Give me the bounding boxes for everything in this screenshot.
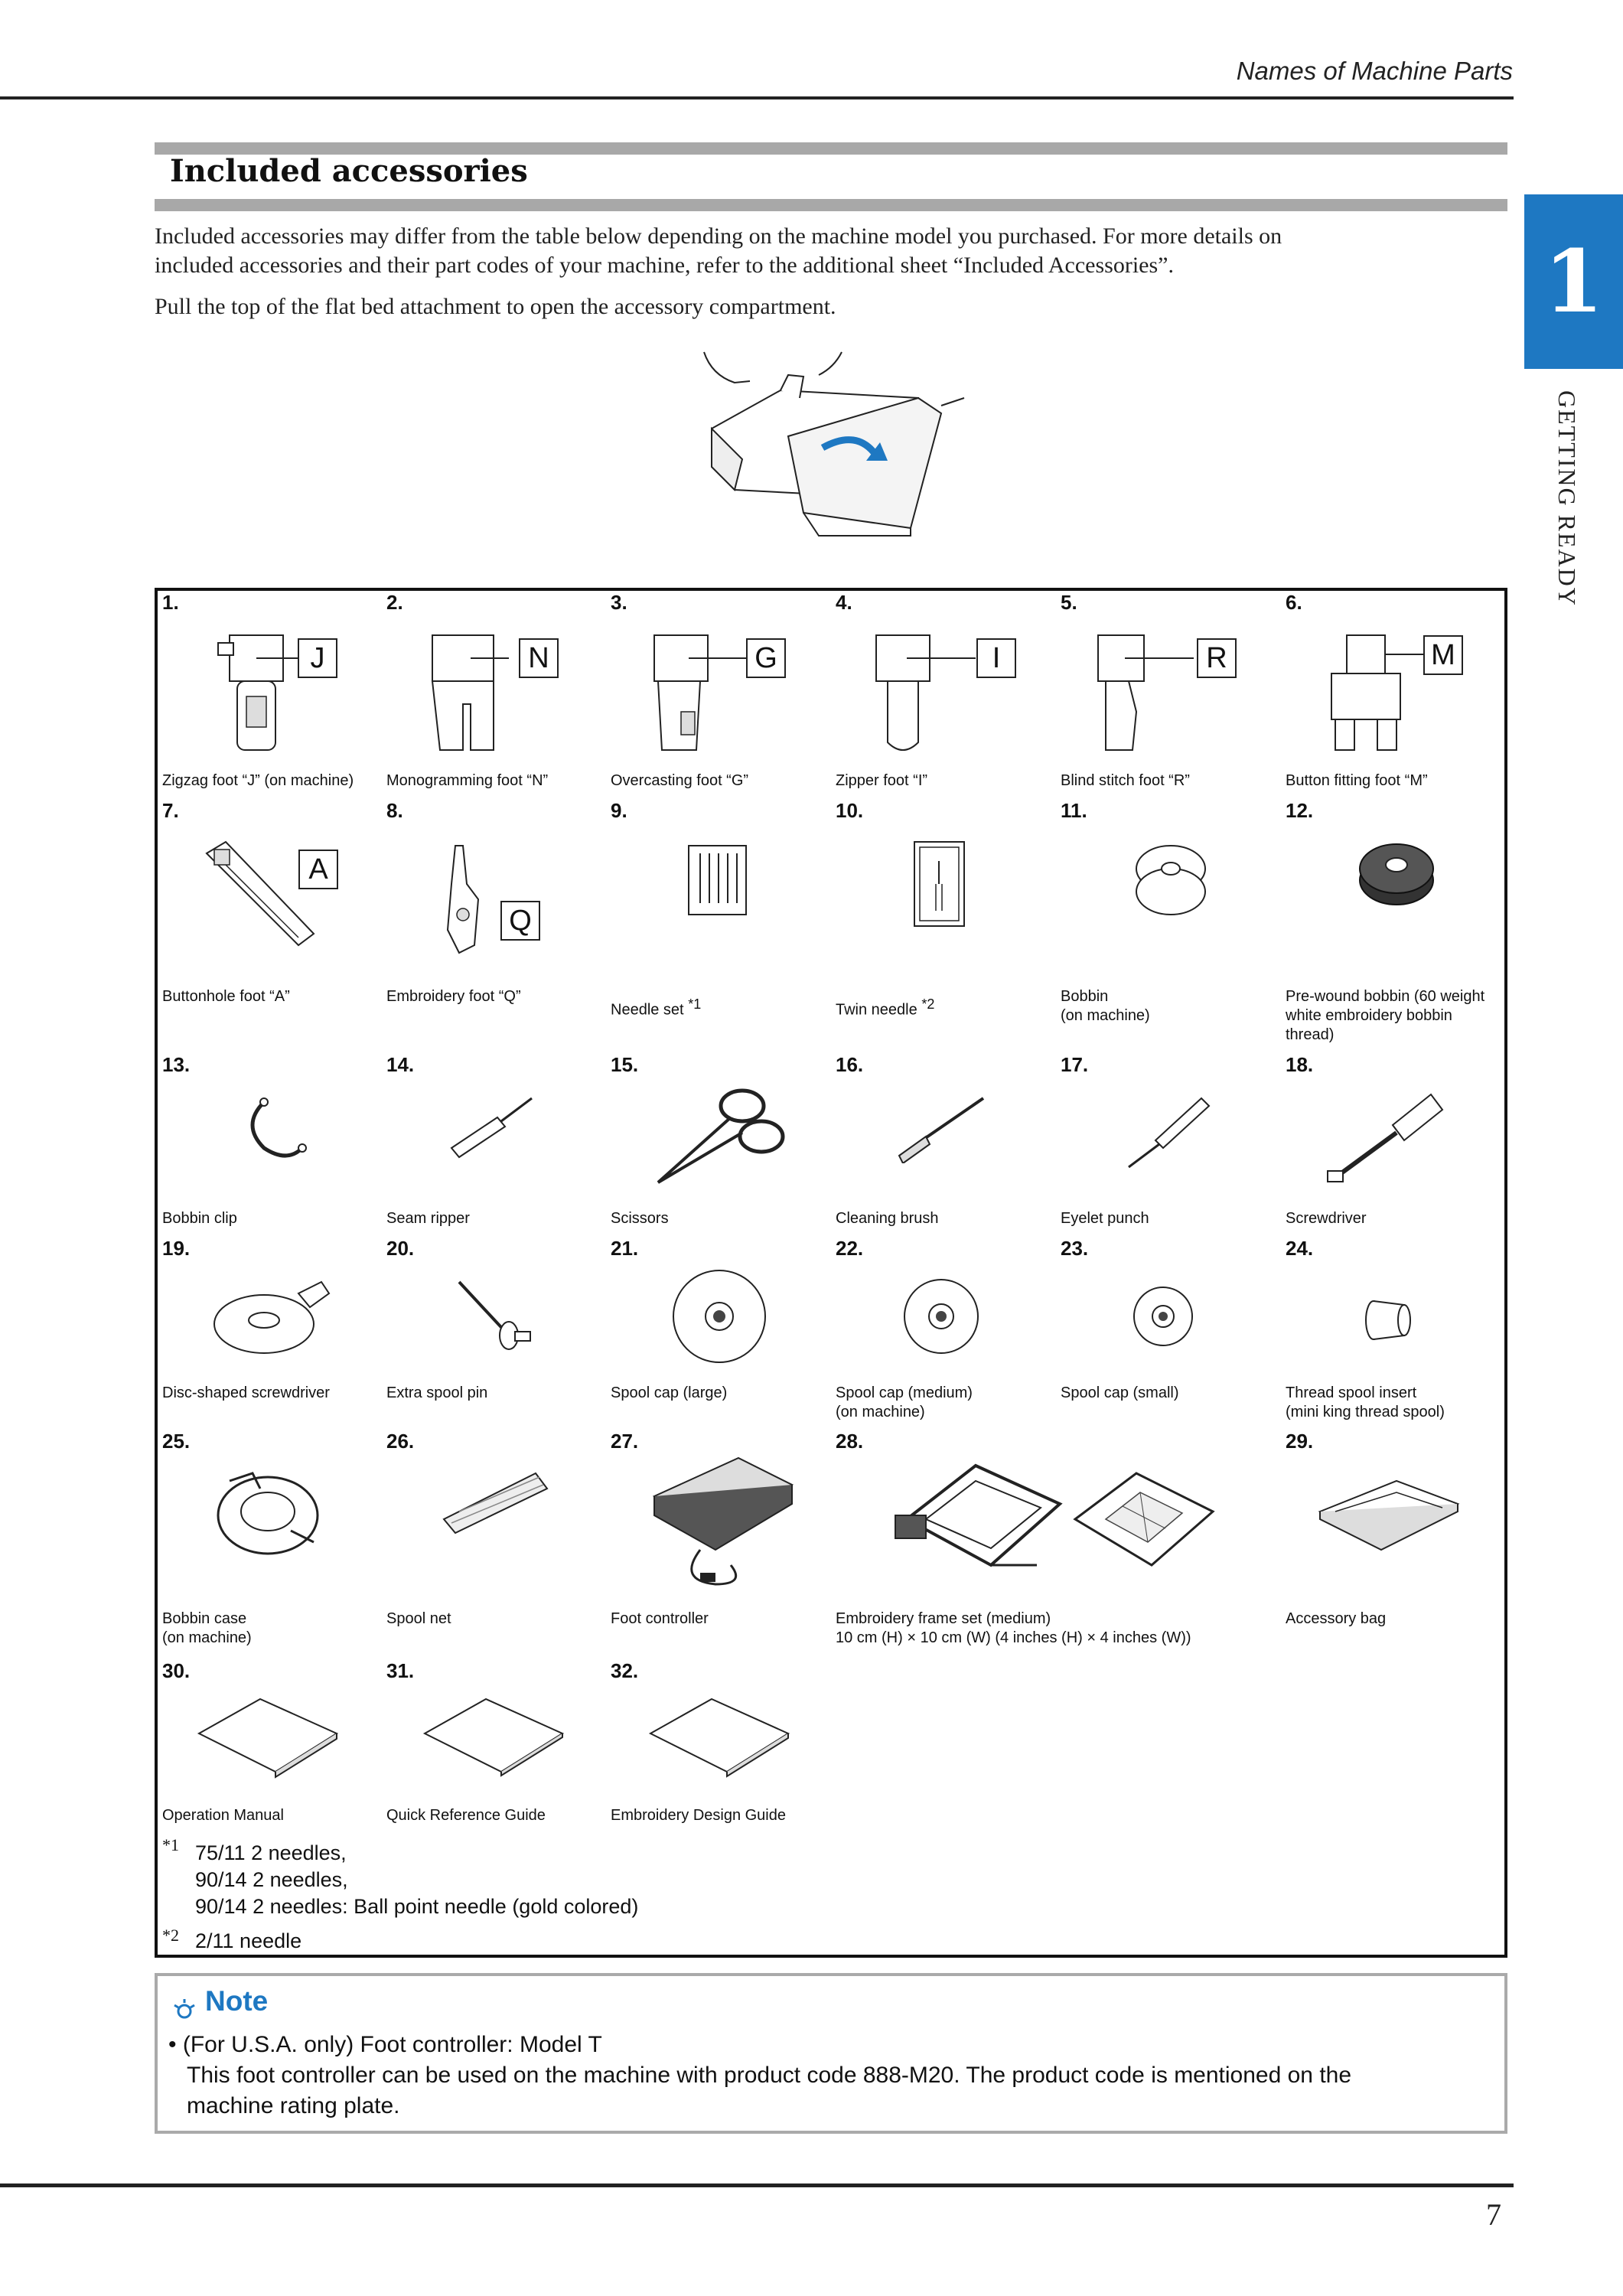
twin-needle-icon: [911, 838, 972, 930]
note-icon: [171, 1996, 197, 2022]
item-label: Embroidery foot “Q”: [386, 988, 521, 1005]
scissors-icon: [650, 1083, 788, 1190]
header-rule: [0, 96, 1514, 99]
item-number: 15.: [611, 1053, 639, 1076]
footnote-mark: *2: [162, 1926, 179, 1945]
item-label: Zigzag foot “J” (on machine): [162, 772, 354, 789]
item-label: Bobbin case (on machine): [162, 1610, 252, 1646]
item-number: 23.: [1061, 1237, 1089, 1260]
item-number: 11.: [1061, 799, 1087, 822]
embroidery-design-guide-icon: [643, 1691, 796, 1783]
item-label-text: Needle set: [611, 1001, 684, 1019]
item-number: 10.: [836, 799, 864, 822]
footnote-mark: *1: [162, 1835, 179, 1854]
disc-screwdriver-icon: [207, 1270, 337, 1362]
page-number: 7: [1486, 2197, 1501, 2232]
item-number: 31.: [386, 1659, 415, 1682]
pre-wound-bobbin-icon: [1351, 834, 1442, 918]
item-number: 17.: [1061, 1053, 1089, 1076]
item-label: [836, 995, 934, 1020]
item-number: 5.: [1061, 591, 1077, 614]
embroidery-frame-large-icon: [884, 1458, 1075, 1588]
spool-cap-large-icon: [666, 1267, 773, 1366]
footer-rule: [0, 2183, 1514, 2187]
seam-ripper-icon: [444, 1087, 543, 1163]
section-bar-bottom: [155, 199, 1507, 211]
foot-letter-label: Q: [500, 901, 540, 941]
item-label: Pre-wound bobbin (60 weight white embroidery bobbin thread): [1286, 988, 1485, 1043]
footnote-line: 2/11 needle: [195, 1929, 302, 1952]
item-number: 28.: [836, 1430, 864, 1453]
running-header: Names of Machine Parts: [1236, 57, 1513, 85]
spool-cap-small-icon: [1129, 1282, 1198, 1351]
note-line: This foot controller can be used on the machine with product code 888-M20. The product code is mentioned on the: [187, 2063, 1352, 2088]
item-number: 20.: [386, 1237, 415, 1260]
item-label: Blind stitch foot “R”: [1061, 772, 1190, 789]
accessories-table: [155, 588, 1507, 1958]
item-label-text: Twin needle: [836, 1001, 917, 1019]
item-number: 32.: [611, 1659, 639, 1682]
item-label: Eyelet punch: [1061, 1210, 1149, 1227]
item-label: Accessory bag: [1286, 1610, 1387, 1627]
item-label: Spool cap (large): [611, 1384, 728, 1401]
item-number: 14.: [386, 1053, 415, 1076]
bobbin-icon: [1125, 838, 1217, 922]
item-number: 8.: [386, 799, 403, 822]
item-label: Foot controller: [611, 1610, 709, 1627]
item-label: Embroidery Design Guide: [611, 1807, 786, 1824]
item-number: 6.: [1286, 591, 1302, 614]
foot-controller-icon: [631, 1450, 807, 1596]
item-label: Spool net: [386, 1610, 451, 1627]
item-number: 3.: [611, 591, 627, 614]
item-number: 21.: [611, 1237, 639, 1260]
item-number: 13.: [162, 1053, 191, 1076]
item-label: Spool cap (small): [1061, 1384, 1179, 1401]
operation-manual-icon: [191, 1691, 344, 1783]
accessory-bag-icon: [1312, 1473, 1465, 1557]
cleaning-brush-icon: [891, 1087, 991, 1163]
item-number: 29.: [1286, 1430, 1314, 1453]
item-label: Screwdriver: [1286, 1210, 1367, 1227]
item-label: Scissors: [611, 1210, 669, 1227]
chapter-tab: 1: [1524, 194, 1623, 369]
item-number: 2.: [386, 591, 403, 614]
extra-spool-pin-icon: [448, 1274, 547, 1358]
item-label: Extra spool pin: [386, 1384, 488, 1401]
intro-line-2: included accessories and their part codes of your machine, refer to the additional sheet “Included Accessories”.: [155, 253, 1174, 278]
item-label: Operation Manual: [162, 1807, 284, 1824]
screwdriver-icon: [1316, 1087, 1454, 1194]
item-number: 19.: [162, 1237, 191, 1260]
item-label: Bobbin clip: [162, 1210, 237, 1227]
item-label: Bobbin (on machine): [1061, 988, 1150, 1024]
item-number: 18.: [1286, 1053, 1314, 1076]
footnote-line: 90/14 2 needles,: [195, 1868, 348, 1891]
bobbin-case-icon: [207, 1458, 329, 1565]
spool-net-icon: [436, 1466, 551, 1534]
item-label: Button fitting foot “M”: [1286, 772, 1428, 789]
item-label: Seam ripper: [386, 1210, 470, 1227]
foot-letter-label: A: [298, 850, 338, 889]
item-label: Zipper foot “I”: [836, 772, 928, 789]
bobbin-clip-icon: [233, 1087, 318, 1171]
item-label: Buttonhole foot “A”: [162, 988, 290, 1005]
item-label: Cleaning brush: [836, 1210, 939, 1227]
item-label: Quick Reference Guide: [386, 1807, 546, 1824]
footnote-ref: *1: [688, 996, 702, 1012]
footnote-line: 75/11 2 needles,: [195, 1841, 347, 1864]
item-number: 1.: [162, 591, 179, 614]
item-number: 7.: [162, 799, 179, 822]
note-line: • (For U.S.A. only) Foot controller: Model T: [168, 2032, 602, 2057]
item-label: Thread spool insert (mini king thread spool): [1286, 1384, 1445, 1420]
intro-line-1: Included accessories may differ from the table below depending on the machine model you purchased. For more details on: [155, 223, 1282, 249]
item-label: Monogramming foot “N”: [386, 772, 549, 789]
flat-bed-illustration: [689, 344, 979, 566]
item-number: 25.: [162, 1430, 191, 1453]
item-number: 9.: [611, 799, 627, 822]
note-line: machine rating plate.: [187, 2093, 400, 2118]
foot-letter-label: J: [298, 638, 337, 678]
item-number: 24.: [1286, 1237, 1314, 1260]
item-label: [611, 995, 701, 1020]
quick-reference-guide-icon: [417, 1691, 570, 1783]
chapter-label: GETTING READY: [1553, 390, 1581, 607]
item-label: Embroidery frame set (medium) 10 cm (H) × 10 cm (W) (4 inches (H) × 4 inches (W)): [836, 1610, 1191, 1646]
embroidery-sheet-icon: [1067, 1466, 1221, 1580]
section-title: Included accessories: [170, 153, 528, 189]
eyelet-punch-icon: [1117, 1087, 1217, 1171]
item-number: 12.: [1286, 799, 1314, 822]
item-label: Spool cap (medium) (on machine): [836, 1384, 973, 1420]
foot-letter-label: M: [1423, 635, 1463, 675]
note-title: Note: [205, 1985, 269, 2017]
item-label: Disc-shaped screwdriver: [162, 1384, 330, 1401]
foot-letter-label: R: [1197, 638, 1237, 678]
item-number: 30.: [162, 1659, 191, 1682]
footnote-ref: *2: [921, 996, 935, 1012]
thread-spool-insert-icon: [1358, 1293, 1419, 1347]
needle-set-icon: [685, 842, 754, 918]
footnote-line: 90/14 2 needles: Ball point needle (gold colored): [195, 1895, 639, 1918]
intro-line-3: Pull the top of the flat bed attachment to open the accessory compartment.: [155, 294, 836, 319]
item-number: 22.: [836, 1237, 864, 1260]
item-label: Overcasting foot “G”: [611, 772, 749, 789]
foot-letter-label: G: [746, 638, 786, 678]
item-number: 26.: [386, 1430, 415, 1453]
item-number: 16.: [836, 1053, 864, 1076]
foot-letter-label: N: [519, 638, 559, 678]
foot-letter-label: I: [976, 638, 1016, 678]
item-number: 4.: [836, 591, 852, 614]
item-number: 27.: [611, 1430, 639, 1453]
spool-cap-medium-icon: [899, 1274, 983, 1358]
